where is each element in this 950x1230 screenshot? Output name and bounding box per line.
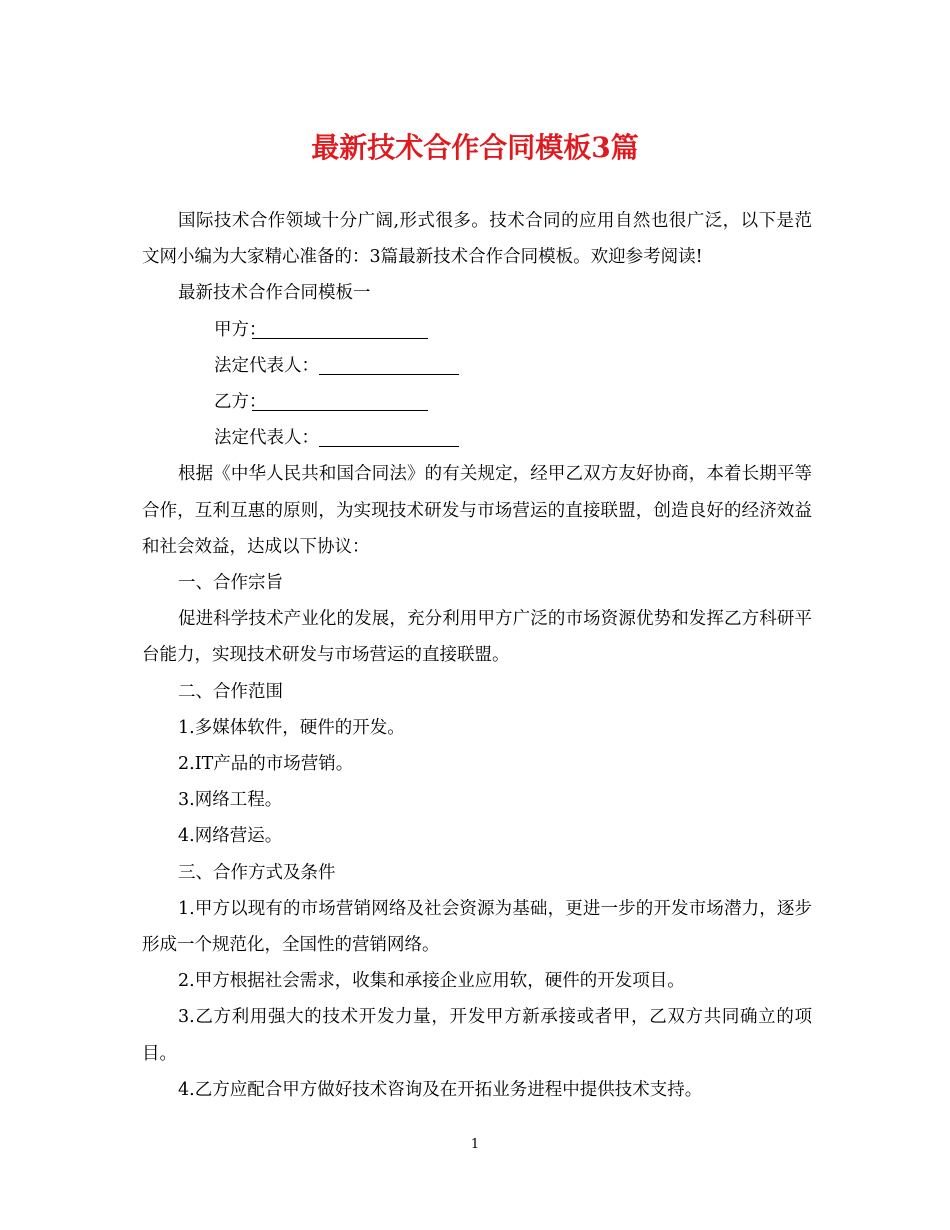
template-heading: 最新技术合作合同模板一 — [178, 283, 371, 304]
party-a-label: 甲方： — [214, 319, 267, 340]
legal-rep-b-field — [142, 420, 812, 456]
section3-item: 4.乙方应配合甲方做好技术咨询及在开拓业务进程中提供技术支持。 — [178, 1079, 703, 1100]
section3-item: 2.甲方根据社会需求，收集和承接企业应用软，硬件的开发项目。 — [178, 971, 685, 992]
section2-item: 4.网络营运。 — [178, 826, 283, 847]
document-body — [142, 203, 812, 1108]
document-title: 最新技术合作合同模板3篇 — [311, 131, 639, 164]
legal-rep-b-label: 法定代表人： — [214, 428, 319, 449]
section3-item: 1.甲方以现有的市场营销网络及社会资源为基础，更进一步的开发市场潜力，逐步形成一个规范化，全国性的营销网络。 — [142, 898, 812, 956]
party-b-field — [142, 384, 812, 420]
section2-item: 2.IT产品的市场营销。 — [178, 754, 354, 775]
section2-item: 1.多媒体软件，硬件的开发。 — [178, 717, 405, 738]
party-b-blank-line — [252, 394, 428, 411]
section3-heading: 三、合作方式及条件 — [178, 862, 336, 883]
section3-item: 3.乙方利用强大的技术开发力量，开发甲方新承接或者甲，乙双方共同确立的项目。 — [142, 1007, 812, 1064]
section1-heading: 一、合作宗旨 — [178, 573, 283, 594]
party-b-label: 乙方： — [214, 392, 267, 413]
preamble-paragraph: 根据《中华人民共和国合同法》的有关规定，经甲乙双方友好协商，本着长期平等合作，互利互惠的原则，为实现技术研发与市场营运的直接联盟，创造良好的经济效益和社会效益，达成以下协议： — [142, 464, 812, 557]
section2-item: 3.网络工程。 — [178, 790, 283, 811]
page-number: 1 — [470, 1137, 480, 1152]
section1-body: 促进科学技术产业化的发展，充分利用甲方广泛的市场资源优势和发挥乙方科研平台能力，实现技术研发与市场营运的直接联盟。 — [142, 609, 812, 666]
section2-heading: 二、合作范围 — [178, 681, 283, 702]
legal-rep-b-blank-line — [319, 430, 459, 447]
party-a-field — [142, 312, 812, 348]
legal-rep-a-field — [142, 348, 812, 384]
legal-rep-a-label: 法定代表人： — [214, 355, 319, 376]
party-a-blank-line — [252, 322, 428, 339]
legal-rep-a-blank-line — [319, 358, 459, 375]
intro-paragraph: 国际技术合作领域十分广阔,形式很多。技术合同的应用自然也很广泛，以下是范文网小编为大家精心准备的：3篇最新技术合作合同模板。欢迎参考阅读! — [142, 211, 812, 268]
